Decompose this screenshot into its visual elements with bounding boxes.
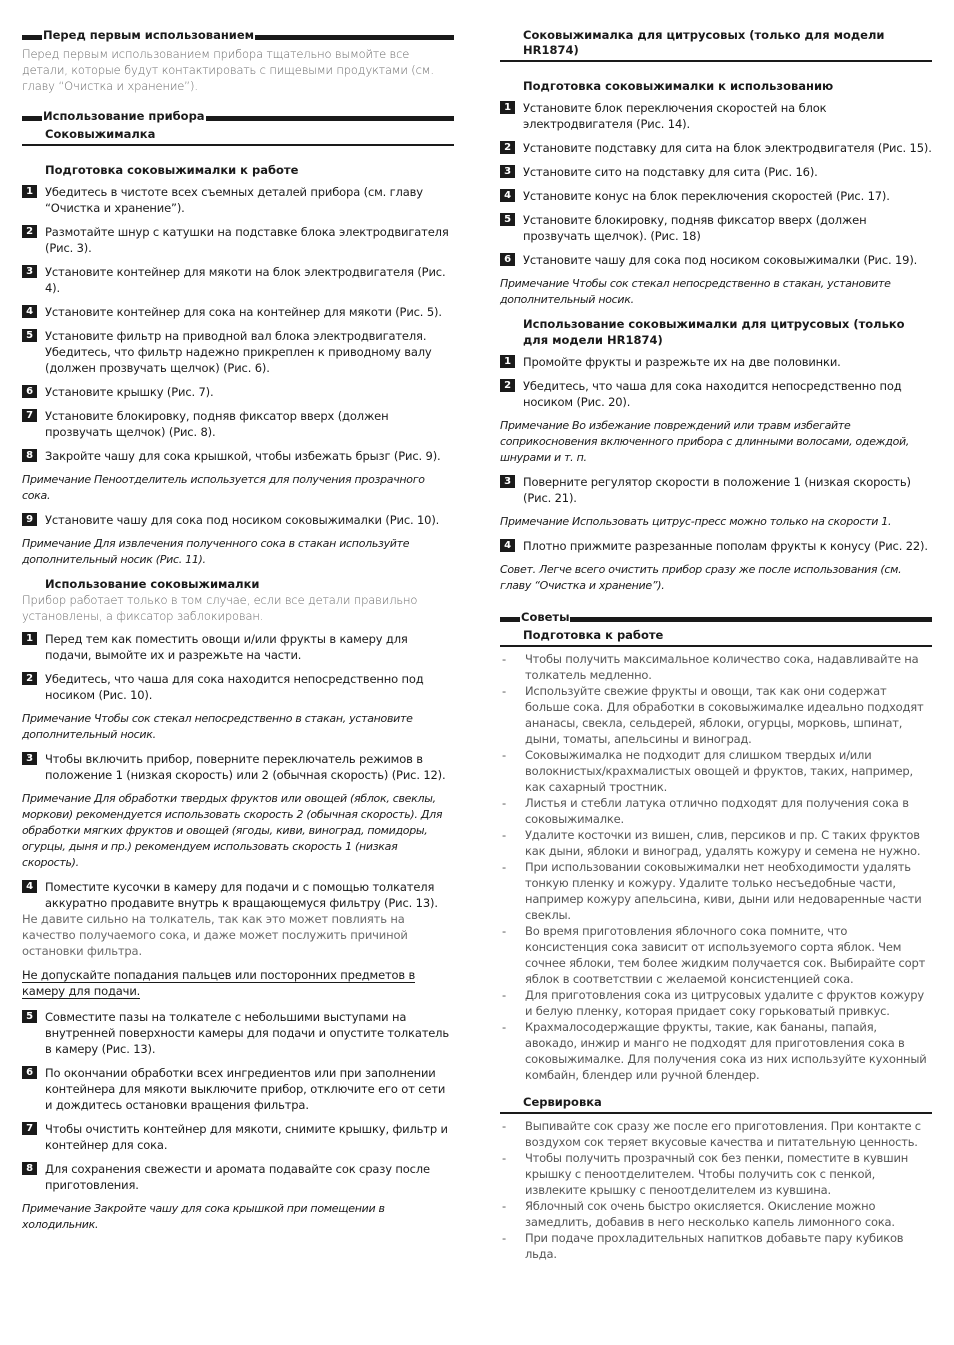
right-column <box>500 28 932 1270</box>
tip-item <box>500 1019 932 1083</box>
tip: Совет. Легче всего очистить прибор сразу же после использования (см. главу “Очистка и хранение”). <box>500 563 902 592</box>
section-heading-tips: Советы <box>500 610 932 624</box>
step-number: 2 <box>500 141 515 154</box>
step-number: 1 <box>22 632 37 645</box>
tip-text: При подаче прохладительных напитков добавьте пару кубиков льда. <box>525 1231 904 1261</box>
step-text: Убедитесь в чистоте всех съемных деталей прибора (см. главу “Очистка и хранение”). <box>45 185 423 215</box>
step <box>500 474 932 506</box>
subheading: Подготовка соковыжималки к работе <box>45 163 299 177</box>
tip-item <box>500 795 932 827</box>
dash-bullet-icon: - <box>502 748 506 762</box>
step <box>500 538 932 554</box>
step <box>22 264 454 296</box>
tip-text: Листья и стебли латука отлично подходят для получения сока в соковыжималке. <box>525 796 909 826</box>
steps-list <box>22 1009 454 1193</box>
step-number: 6 <box>22 385 37 398</box>
step-text: Совместите пазы на толкателе с небольшими выступами на внутренней поверхности камеры для подачи и опустите толкатель в камеру (Рис. 13). <box>45 1010 450 1056</box>
steps-list <box>500 354 932 410</box>
tip-text: Чтобы получить максимальное количество сока, надавливайте на толкатель медленно. <box>525 652 919 682</box>
step-text: Установите чашу для сока под носиком соковыжималки (Рис. 10). <box>45 513 440 527</box>
step <box>22 631 454 663</box>
subheading: Использование соковыжималки для цитрусовых (только для модели HR1874) <box>523 317 905 347</box>
note: Примечание Для обработки твердых фруктов или овощей (яблок, свеклы, моркови) рекомендуется использовать скорость 2 (обычная скорость). Для обработки мягких фруктов и овощей (ягоды, киви, виноград, помидоры, огурцы, дыня и пр.) рекомендуем использовать скорость 1 (низкая скорость). <box>22 792 443 869</box>
step-text: Установите фильтр на приводной вал блока электродвигателя. Убедитесь, что фильтр надежно прикреплен к приводному валу (должен прозвучать щелчок) (Рис. 6). <box>45 329 432 375</box>
tip-text: Во время приготовления яблочного сока помните, что консистенция сока зависит от используемого сорта яблок. Чем сочнее яблоки, тем более жидким получается сок. Выбирайте сорт яблок в соответствии с желаемой консистенцией сока. <box>525 924 926 986</box>
dash-bullet-icon: - <box>502 1119 506 1133</box>
step <box>22 184 454 216</box>
tips-list <box>500 651 932 1083</box>
dash-bullet-icon: - <box>502 988 506 1002</box>
step-text: Промойте фрукты и разрежьте их на две половинки. <box>523 355 841 369</box>
step-text: По окончании обработки всех ингредиентов или при заполнении контейнера для мякоти выключите прибор, отключите его от сети и дождитесь остановки вращения фильтра. <box>45 1066 446 1112</box>
step-number: 7 <box>22 1122 37 1135</box>
step-text: Закройте чашу для сока крышкой, чтобы избежать брызг (Рис. 9). <box>45 449 441 463</box>
step-number: 3 <box>500 475 515 488</box>
step <box>500 212 932 244</box>
step <box>22 384 454 400</box>
subsection-heading: Подготовка к работе <box>500 624 932 647</box>
tip-item <box>500 747 932 795</box>
step <box>500 252 932 268</box>
step-text: Размотайте шнур с катушки на подставке блока электродвигателя (Рис. 3). <box>45 225 449 255</box>
step-text: Для сохранения свежести и аромата подавайте сок сразу после приготовления. <box>45 1162 430 1192</box>
step <box>22 408 454 440</box>
section-heading-first-use: Перед первым использованием <box>22 28 454 42</box>
dash-bullet-icon: - <box>502 1199 506 1213</box>
dash-bullet-icon: - <box>502 924 506 938</box>
step <box>22 512 454 528</box>
step <box>22 448 454 464</box>
step-text: Установите блокировку, подняв фиксатор вверх (должен прозвучать щелчок). (Рис. 18) <box>523 213 867 243</box>
heading-bar <box>570 617 932 622</box>
heading-bar <box>500 617 520 622</box>
step-number: 5 <box>22 329 37 342</box>
tip-item <box>500 683 932 747</box>
subsection-heading: Соковыжималка <box>22 123 454 146</box>
step-text: Установите конус на блок переключения скоростей (Рис. 17). <box>523 189 890 203</box>
step <box>22 304 454 320</box>
paragraph: Прибор работает только в том случае, если все детали правильно установлены, а фиксатор заблокирован. <box>22 593 418 623</box>
step-number: 9 <box>22 513 37 526</box>
tip-item <box>500 651 932 683</box>
tip-item <box>500 827 932 859</box>
heading-bar <box>22 116 42 121</box>
step-continuation: Не давите сильно на толкатель, так как это может повлиять на качество получаемого сока, и даже может послужить причиной остановки фильтра. <box>22 912 408 958</box>
step-number: 7 <box>22 409 37 422</box>
warning: Не допускайте попадания пальцев или посторонних предметов в камеру для подачи. <box>22 968 416 998</box>
step-number: 2 <box>22 672 37 685</box>
step-number: 3 <box>22 265 37 278</box>
heading-bar <box>255 35 454 40</box>
tip-item <box>500 859 932 923</box>
step-text: Установите блокировку, подняв фиксатор вверх (должен прозвучать щелчок) (Рис. 8). <box>45 409 389 439</box>
heading-bar <box>22 35 42 40</box>
step <box>22 1065 454 1113</box>
steps-list <box>500 100 932 268</box>
step-number: 4 <box>500 189 515 202</box>
step-number: 4 <box>22 305 37 318</box>
step-number: 6 <box>22 1066 37 1079</box>
step-number: 2 <box>500 379 515 392</box>
step <box>500 100 932 132</box>
tip-text: При использовании соковыжималки нет необходимости удалять тонкую пленку и кожуру. Удалите только несъедобные части, например кожуру апельсина, киви, дыни или недоваренные части свеклы. <box>525 860 922 922</box>
dash-bullet-icon: - <box>502 1020 506 1034</box>
step-text: Установите крышку (Рис. 7). <box>45 385 214 399</box>
step-text: Поместите кусочки в камеру для подачи и с помощью толкателя аккуратно продавите внутрь к вращающемуся фильтру (Рис. 13). <box>45 880 438 910</box>
step-number: 8 <box>22 1162 37 1175</box>
tip-item <box>500 1198 932 1230</box>
tip-text: Чтобы получить прозрачный сок без пенки, поместите в кувшин крышку с пеноотделителем. Чтобы получить сок с пенкой, извлеките крышку с пеноотделителем из кувшина. <box>525 1151 909 1197</box>
note: Примечание Во избежание повреждений или травм избегайте соприкосновения включенного прибора с длинными волосами, одеждой, шнурами и т. п. <box>500 419 910 464</box>
dash-bullet-icon: - <box>502 860 506 874</box>
note: Примечание Чтобы сок стекал непосредственно в стакан, установите дополнительный носик. <box>500 277 891 306</box>
tip-item <box>500 1150 932 1198</box>
dash-bullet-icon: - <box>502 684 506 698</box>
note: Примечание Для извлечения полученного сока в стакан используйте дополнительный носик (Рис. 11). <box>22 537 410 566</box>
tip-text: Выпивайте сок сразу же после его приготовления. При контакте с воздухом сок теряет вкусовые качества и питательную ценность. <box>525 1119 921 1149</box>
step <box>500 188 932 204</box>
step <box>22 671 454 703</box>
step <box>22 1161 454 1193</box>
tip-text: Для приготовления сока из цитрусовых удалите с фруктов кожуру и белую пленку, которая придает соку горьковатый привкус. <box>525 988 924 1018</box>
step-text: Перед тем как поместить овощи и/или фрукты в камеру для подачи, вымойте их и разрежьте на части. <box>45 632 408 662</box>
step <box>500 140 932 156</box>
tip-item <box>500 1230 932 1262</box>
tip-text: Удалите косточки из вишен, слив, персиков и пр. С таких фруктов как дыни, яблоки и виноград, удалять кожуру и семена не нужно. <box>525 828 921 858</box>
step-number: 4 <box>22 880 37 893</box>
heading-bar <box>206 116 454 121</box>
step-number: 5 <box>22 1010 37 1023</box>
step-number: 1 <box>500 355 515 368</box>
step <box>22 1009 454 1057</box>
step-text: Установите сито на подставку для сита (Рис. 16). <box>523 165 818 179</box>
note: Примечание Пеноотделитель используется для получения прозрачного сока. <box>22 473 425 502</box>
subheading: Использование соковыжималки <box>45 577 260 591</box>
step-text: Установите чашу для сока под носиком соковыжималки (Рис. 19). <box>523 253 918 267</box>
tip-text: Яблочный сок очень быстро окисляется. Окисление можно замедлить, добавив в него несколько капель лимонного сока. <box>525 1199 895 1229</box>
step-number: 4 <box>500 539 515 552</box>
step-number: 2 <box>22 225 37 238</box>
note: Примечание Закройте чашу для сока крышкой при помещении в холодильник. <box>22 1202 385 1231</box>
step-text: Установите подставку для сита на блок электродвигателя (Рис. 15). <box>523 141 932 155</box>
dash-bullet-icon: - <box>502 652 506 666</box>
step-text: Убедитесь, что чаша для сока находится непосредственно под носиком (Рис. 10). <box>45 672 424 702</box>
step <box>22 751 454 783</box>
step <box>22 224 454 256</box>
tip-text: Крахмалосодержащие фрукты, такие, как бананы, папайя, авокадо, инжир и манго не подходят для приготовления сока в соковыжималке. Для получения сока из них используйте кухонный комбайн, блендер или ручной блендер. <box>525 1020 927 1082</box>
note: Примечание Чтобы сок стекал непосредственно в стакан, установите дополнительный носик. <box>22 712 413 741</box>
step-text: Установите контейнер для мякоти на блок электродвигателя (Рис. 4). <box>45 265 446 295</box>
tip-text: Соковыжималка не подходит для слишком твердых и/или волокнистых/крахмалистых овощей и фруктов, таких, например, как сахарный тростник. <box>525 748 913 794</box>
step-number: 6 <box>500 253 515 266</box>
tip-item <box>500 923 932 987</box>
step <box>22 1121 454 1153</box>
step <box>500 164 932 180</box>
left-column <box>22 28 454 1241</box>
note: Примечание Использовать цитрус-пресс можно только на скорости 1. <box>500 515 892 528</box>
step-number: 5 <box>500 213 515 226</box>
step-number: 1 <box>500 101 515 114</box>
subsection-heading: Сервировка <box>500 1091 932 1114</box>
step-number: 3 <box>500 165 515 178</box>
step-number: 3 <box>22 752 37 765</box>
step-text: Чтобы включить прибор, поверните переключатель режимов в положение 1 (низкая скорость) или 2 (обычная скорость) (Рис. 12). <box>45 752 446 782</box>
step <box>22 879 454 911</box>
step-text: Установите блок переключения скоростей на блок электродвигателя (Рис. 14). <box>523 101 827 131</box>
tip-text: Используйте свежие фрукты и овощи, так как они содержат больше сока. Для обработки в соковыжималке идеально подходят ананасы, свекла, сельдерей, яблоки, огурцы, морковь, шпинат, дыни, томаты, апельсины и виноград. <box>525 684 924 746</box>
step <box>500 378 932 410</box>
step-text: Плотно прижмите разрезанные пополам фрукты к конусу (Рис. 22). <box>523 539 928 553</box>
step-text: Убедитесь, что чаша для сока находится непосредственно под носиком (Рис. 20). <box>523 379 902 409</box>
dash-bullet-icon: - <box>502 1151 506 1165</box>
dash-bullet-icon: - <box>502 796 506 810</box>
paragraph: Перед первым использованием прибора тщательно вымойте все детали, которые будут контактировать с пищевыми продуктами (см. главу “Очистка и хранение”). <box>22 47 434 93</box>
subsection-heading: Соковыжималка для цитрусовых (только для модели HR1874) <box>500 28 932 62</box>
step-text: Установите контейнер для сока на контейнер для мякоти (Рис. 5). <box>45 305 442 319</box>
step-number: 1 <box>22 185 37 198</box>
tip-item <box>500 1118 932 1150</box>
steps-list <box>22 184 454 464</box>
step <box>500 354 932 370</box>
step <box>22 328 454 376</box>
subheading: Подготовка соковыжималки к использованию <box>523 79 834 93</box>
step-text: Поверните регулятор скорости в положение 1 (низкая скорость) (Рис. 21). <box>523 475 911 505</box>
section-heading-use: Использование прибора <box>22 109 454 123</box>
steps-list <box>22 631 454 703</box>
step-text: Чтобы очистить контейнер для мякоти, снимите крышку, фильтр и контейнер для сока. <box>45 1122 448 1152</box>
dash-bullet-icon: - <box>502 1231 506 1245</box>
dash-bullet-icon: - <box>502 828 506 842</box>
step-number: 8 <box>22 449 37 462</box>
tip-item <box>500 987 932 1019</box>
tips-list <box>500 1118 932 1262</box>
